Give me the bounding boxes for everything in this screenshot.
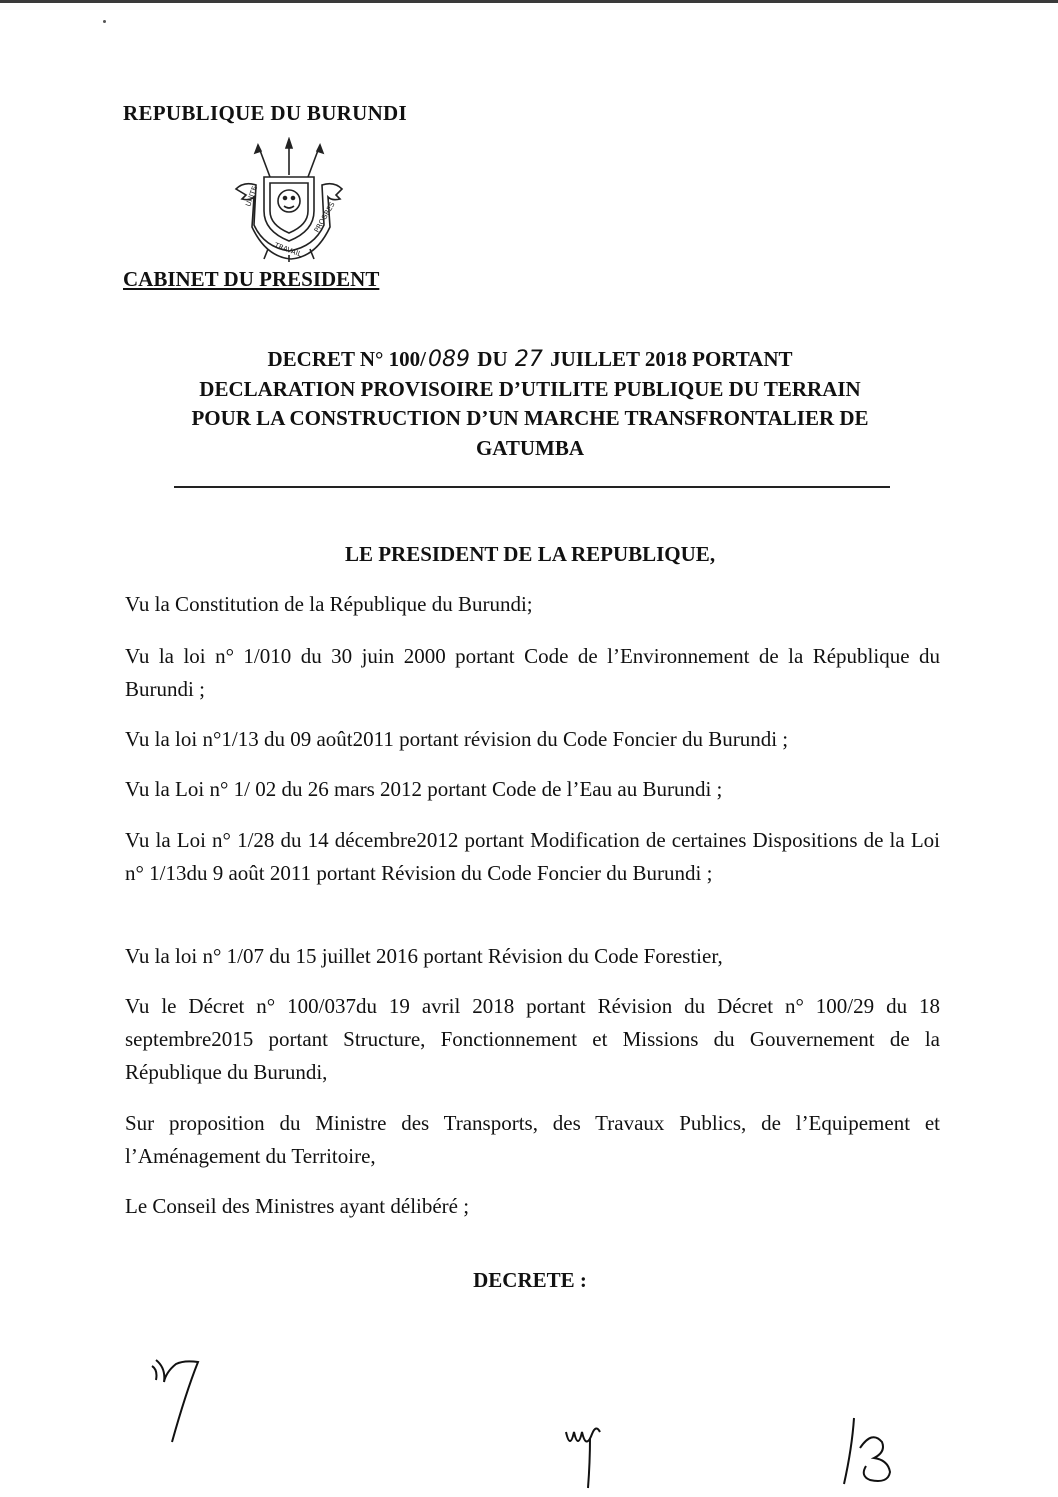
- decree-title-line-3: POUR LA CONSTRUCTION D’UN MARCHE TRANSFRONTALIER DE: [191, 406, 869, 430]
- consideration-water-code: Vu la Loi n° 1/ 02 du 26 mars 2012 portant Code de l’Eau au Burundi ;: [125, 777, 723, 801]
- president-heading: LE PRESIDENT DE LA REPUBLIQUE,: [344, 542, 716, 566]
- decrete-heading: DECRETE :: [473, 1268, 587, 1292]
- republic-heading: REPUBLIQUE DU BURUNDI: [123, 101, 407, 125]
- decree-date-rest: JUILLET 2018 PORTANT: [550, 347, 793, 371]
- initials-signature-2-icon: [560, 1412, 615, 1492]
- decree-title-line-1: [110, 345, 950, 375]
- decree-du: DU: [477, 347, 508, 371]
- decree-day-handwritten: 27: [514, 347, 543, 372]
- consideration-environment-code: Vu la loi n° 1/010 du 30 juin 2000 portant Code de l’Environnement de la République du Burundi ;: [125, 644, 940, 701]
- title-divider: [174, 486, 890, 488]
- ministerial-proposal: Sur proposition du Ministre des Transports, des Travaux Publics, de l’Equipement et l’Aménagement du Territoire,: [125, 1111, 940, 1168]
- svg-text:UNITE: UNITE: [244, 185, 260, 208]
- svg-text:TRAVAIL: TRAVAIL: [273, 241, 303, 259]
- decree-title-line-2: DECLARATION PROVISOIRE D’UTILITE PUBLIQUE DU TERRAIN: [199, 376, 861, 401]
- decree-prefix: DECRET N° 100/: [267, 347, 427, 371]
- svg-text:PROGRES: PROGRES: [312, 200, 337, 234]
- consideration-constitution: Vu la Constitution de la République du Burundi;: [125, 592, 533, 616]
- decree-title-line-4: GATUMBA: [475, 435, 585, 460]
- consideration-government-decree: Vu le Décret n° 100/037du 19 avril 2018 portant Révision du Décret n° 100/29 du 18 septembre2015 portant Structure, Fonctionnement et Missions du Gouvernement de la République du Burundi,: [125, 994, 940, 1084]
- burundi-coat-of-arms-icon: [228, 137, 350, 262]
- scan-speck: [103, 20, 106, 23]
- cabinet-heading: CABINET DU PRESIDENT: [123, 267, 380, 291]
- decree-title: [110, 345, 950, 463]
- decree-number-handwritten: 089: [428, 347, 471, 372]
- initials-signature-3-icon: [838, 1408, 903, 1493]
- consideration-land-code-amendment: Vu la Loi n° 1/28 du 14 décembre2012 portant Modification de certaines Dispositions de la Loi n° 1/13du 9 août 2011 portant Révision du Code Foncier du Burundi ;: [125, 828, 940, 885]
- consideration-forest-code: Vu la loi n° 1/07 du 15 juillet 2016 portant Révision du Code Forestier,: [125, 944, 723, 968]
- scan-top-edge: [0, 0, 1058, 3]
- council-deliberation: Le Conseil des Ministres ayant délibéré ;: [125, 1194, 470, 1218]
- initials-signature-1-icon: [148, 1352, 208, 1462]
- consideration-land-code: Vu la loi n°1/13 du 09 août2011 portant révision du Code Foncier du Burundi ;: [125, 727, 789, 751]
